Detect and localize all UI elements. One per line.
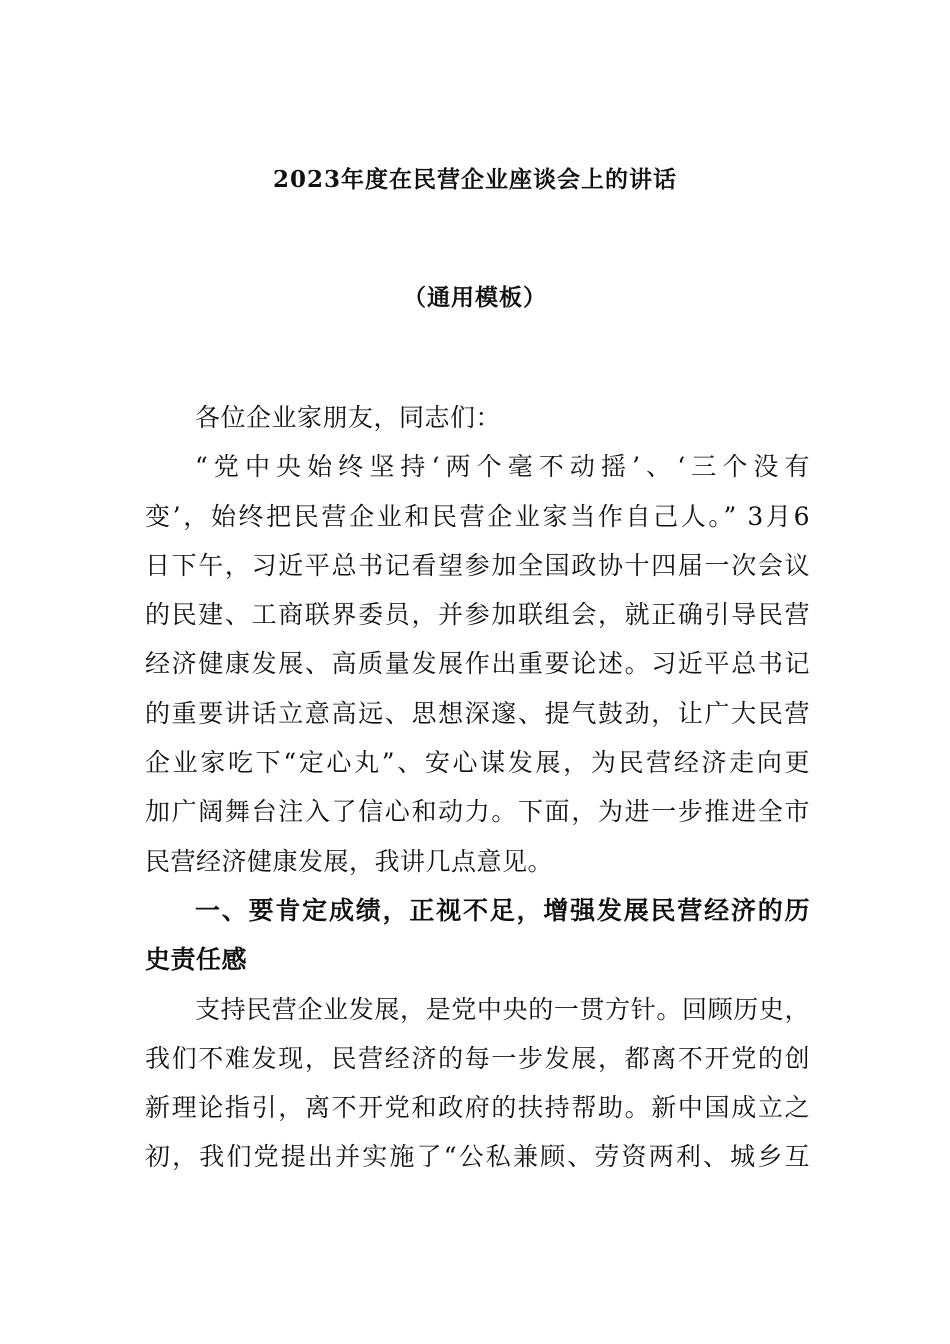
paragraph-line: 加广阔舞台注入了信心和动力。下面，为进一步推进全市 — [145, 797, 810, 827]
paragraph-line: 的重要讲话立意高远、思想深邃、提气鼓劲，让广大民营 — [145, 698, 810, 728]
section-heading-line: 史责任感 — [145, 945, 248, 975]
paragraph-line: 日下午，习近平总书记看望参加全国政协十四届一次会议 — [145, 550, 810, 580]
salutation-line: 各位企业家朋友，同志们： — [195, 403, 502, 432]
paragraph-line: 新理论指引，离不开党和政府的扶持帮助。新中国成立之 — [145, 1093, 810, 1123]
paragraph-line: 的民建、工商联界委员，并参加联组会，就正确引导民营 — [145, 600, 810, 630]
document-body — [145, 393, 810, 1182]
section-heading-line: 一、要肯定成绩，正视不足，增强发展民营经济的历 — [195, 895, 810, 925]
paragraph-line: 初，我们党提出并实施了“公私兼顾、劳资两利、城乡互 — [145, 1142, 810, 1172]
paragraph-line: 民营经济健康发展，我讲几点意见。 — [145, 846, 554, 876]
paragraph-line: 经济健康发展、高质量发展作出重要论述。习近平总书记 — [145, 649, 810, 679]
paragraph-line: 支持民营企业发展，是党中央的一贯方针。回顾历史， — [195, 994, 810, 1024]
document-title: 2023年度在民营企业座谈会上的讲话 — [272, 166, 677, 193]
paragraph-line: 企业家吃下“定心丸”、安心谋发展，为民营经济走向更 — [145, 748, 810, 778]
paragraph-line: 我们不难发现，民营经济的每一步发展，都离不开党的创 — [145, 1043, 810, 1073]
document-subtitle: （通用模板） — [403, 284, 547, 311]
paragraph-line: 变’，始终把民营企业和民营企业家当作自己人。” 3月6 — [145, 501, 810, 531]
paragraph-line: “党中央始终坚持‘两个毫不动摇’、‘三个没有 — [195, 452, 810, 482]
